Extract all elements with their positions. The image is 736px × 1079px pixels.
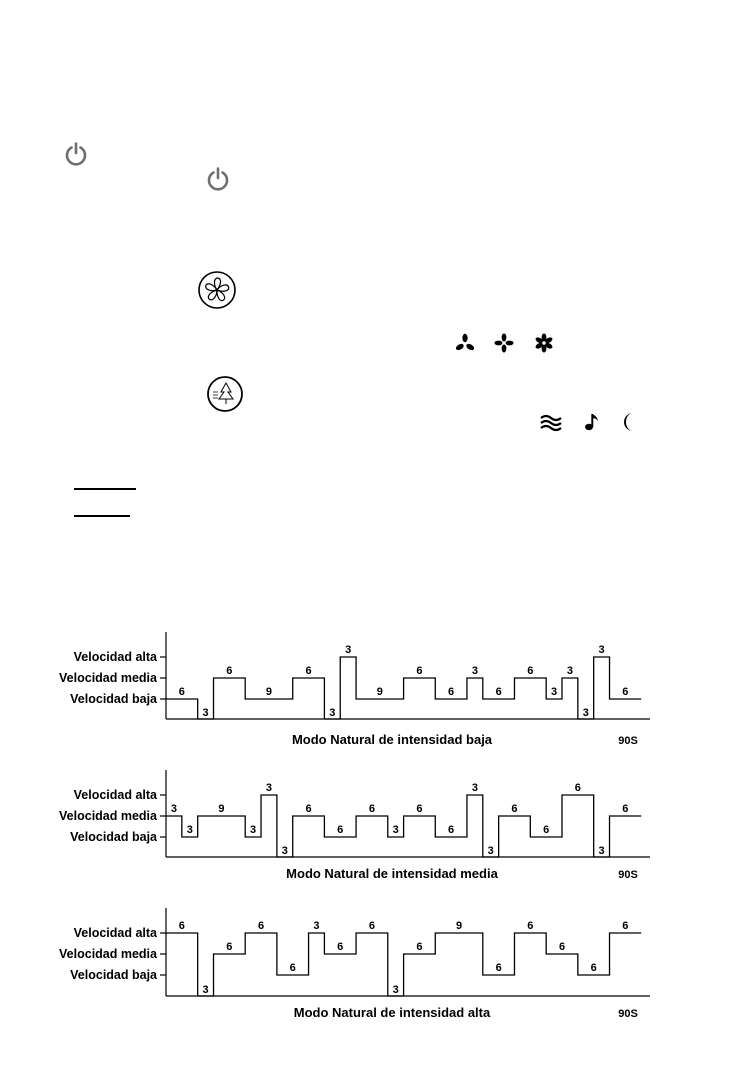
chart-title: Modo Natural de intensidad media <box>286 866 498 881</box>
segment-label: 9 <box>455 920 463 932</box>
segment-label: 3 <box>471 782 478 794</box>
segment-label: 3 <box>265 782 273 794</box>
segment-label: 3 <box>471 665 478 677</box>
segment-label: 6 <box>448 686 455 698</box>
y-tick-label: Velocidad media <box>59 947 157 961</box>
chart-title: Modo Natural de intensidad baja <box>291 732 493 747</box>
segment-label: 6 <box>622 920 629 932</box>
segment-label: 6 <box>558 941 566 953</box>
duration-label: 90S <box>618 869 638 881</box>
segment-label: 6 <box>368 920 375 932</box>
y-tick-label: Velocidad baja <box>70 692 157 706</box>
segment-label: 9 <box>376 686 383 698</box>
segment-label: 3 <box>170 803 177 815</box>
segment-label: 3 <box>329 707 336 719</box>
segment-label: 6 <box>511 803 518 815</box>
segment-label: 6 <box>178 686 185 698</box>
segment-label: 3 <box>598 845 605 857</box>
segment-label: 6 <box>574 782 581 794</box>
y-tick-label: Velocidad alta <box>73 788 157 802</box>
y-tick-label: Velocidad alta <box>73 650 157 664</box>
segment-label: 3 <box>392 824 399 836</box>
segment-label: 6 <box>337 824 344 836</box>
segment-label: 6 <box>543 824 550 836</box>
segment-label: 3 <box>186 824 193 836</box>
segment-label: 3 <box>392 984 399 996</box>
y-tick-label: Velocidad baja <box>70 968 157 982</box>
y-tick-label: Velocidad media <box>59 671 157 685</box>
segment-label: 3 <box>582 707 589 719</box>
segment-label: 6 <box>305 803 312 815</box>
segment-label: 6 <box>226 665 233 677</box>
segment-label: 6 <box>448 824 455 836</box>
segment-label: 3 <box>202 984 209 996</box>
speed-step-line <box>166 933 641 996</box>
segment-label: 6 <box>416 665 423 677</box>
segment-label: 3 <box>281 845 288 857</box>
segment-label: 3 <box>487 845 494 857</box>
segment-label: 6 <box>416 941 423 953</box>
segment-label: 6 <box>226 941 233 953</box>
segment-label: 6 <box>622 803 629 815</box>
segment-label: 6 <box>368 803 375 815</box>
segment-label: 6 <box>622 686 629 698</box>
segment-label: 3 <box>598 644 605 656</box>
segment-label: 3 <box>250 824 257 836</box>
segment-label: 3 <box>313 920 320 932</box>
y-tick-label: Velocidad media <box>59 809 157 823</box>
y-tick-label: Velocidad alta <box>73 926 157 940</box>
segment-label: 9 <box>265 686 273 698</box>
segment-label: 6 <box>527 665 534 677</box>
segment-label: 3 <box>202 707 209 719</box>
segment-label: 6 <box>416 803 423 815</box>
segment-label: 6 <box>178 920 185 932</box>
segment-label: 6 <box>527 920 534 932</box>
segment-label: 6 <box>495 686 502 698</box>
segment-label: 3 <box>566 665 573 677</box>
chart-title: Modo Natural de intensidad alta <box>293 1005 491 1020</box>
segment-label: 6 <box>337 941 344 953</box>
segment-label: 6 <box>590 962 597 974</box>
segment-label: 6 <box>305 665 312 677</box>
segment-label: 6 <box>257 920 265 932</box>
segment-label: 6 <box>495 962 502 974</box>
y-tick-label: Velocidad baja <box>70 830 157 844</box>
duration-label: 90S <box>618 1008 638 1020</box>
duration-label: 90S <box>618 735 638 747</box>
segment-label: 3 <box>551 686 558 698</box>
segment-label: 6 <box>289 962 296 974</box>
segment-label: 9 <box>218 803 225 815</box>
segment-label: 3 <box>345 644 352 656</box>
speed-step-line <box>166 795 641 857</box>
